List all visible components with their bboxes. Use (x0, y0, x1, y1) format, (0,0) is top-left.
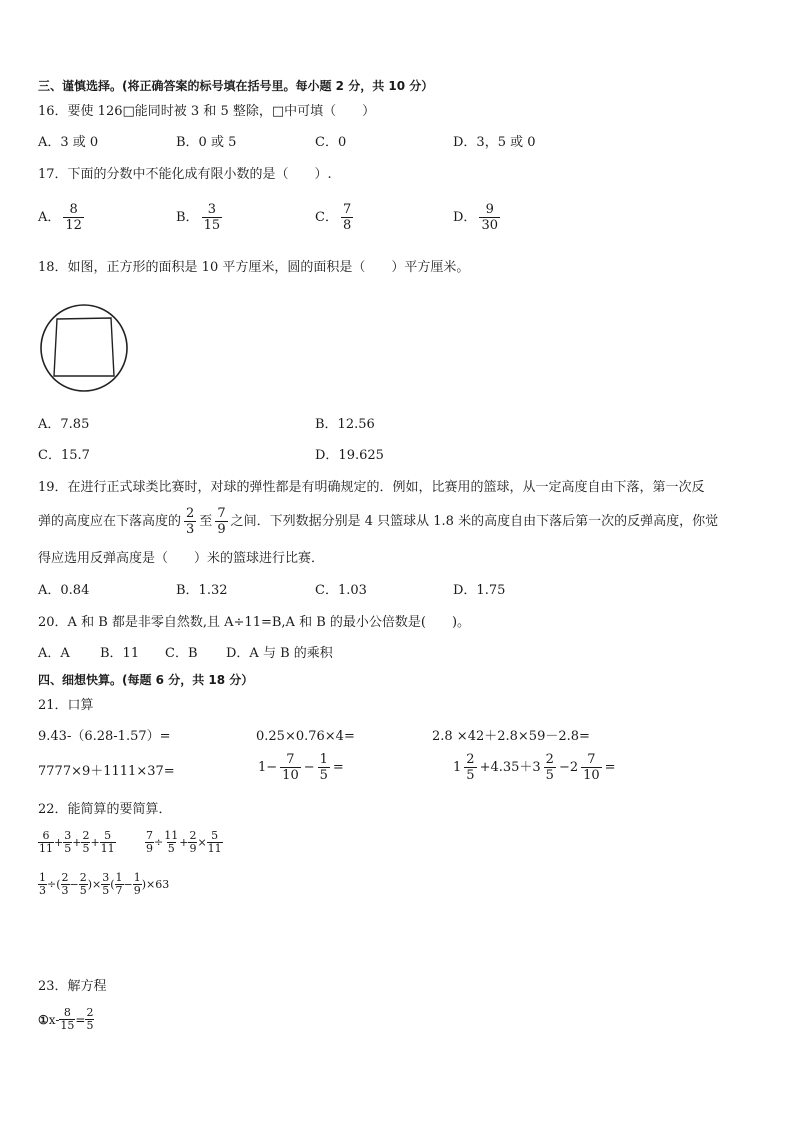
expr-text: 1− (258, 759, 278, 775)
operator: + (179, 835, 189, 849)
fraction: $\frac{5}{11}$ (100, 829, 115, 855)
operator: + (54, 835, 64, 849)
expr-text: = (604, 759, 616, 775)
option-label: C． (315, 209, 338, 225)
q18-option-c[interactable]: C．15.7 (38, 448, 90, 463)
q16-option-b[interactable]: B．0 或 5 (176, 135, 237, 150)
q18-option-b[interactable]: B．12.56 (315, 417, 375, 432)
q19-option-c[interactable]: C．1.03 (315, 583, 367, 598)
q20-option-c[interactable]: C．B (165, 646, 198, 661)
fraction: $\frac{11}{5}$ (164, 829, 179, 855)
operator: )× (87, 877, 102, 891)
option-label: B． (176, 209, 199, 225)
q17-option-d[interactable] (453, 202, 503, 233)
expr-text: 1 (453, 759, 462, 775)
fraction: $\frac{7}{9}$ (217, 506, 226, 537)
circle-square-figure (38, 302, 132, 394)
fraction: $\frac{3}{5}$ (102, 871, 110, 897)
section3-title: 三、谨慎选择。(将正确答案的标号填在括号里。每小题 2 分，共 10 分） (38, 79, 434, 93)
q23-title: 23．解方程 (38, 979, 107, 994)
q16-option-d[interactable]: D．3，5 或 0 (453, 135, 536, 150)
operator: )×63 (141, 877, 170, 891)
fraction: $\frac{7}{10}$ (583, 752, 600, 783)
operator: ÷( (47, 877, 61, 891)
q21-expr-2: 0.25×0.76×4= (256, 729, 355, 744)
expr-text: +4.35＋3 (479, 759, 541, 775)
fraction: $\frac{1}{5}$ (319, 752, 328, 783)
fraction: $\frac{2}{5}$ (86, 1006, 94, 1032)
q22-expr-1 (38, 830, 116, 855)
fraction: $\frac{2}{9}$ (189, 829, 197, 855)
q19-text: 之间．下列数据分别是 4 只篮球从 1.8 米的高度自由下落后第一次的反弹高度，你觉 (230, 513, 719, 529)
fraction: $\frac{7}{8}$ (342, 202, 352, 233)
expr-text: − (303, 759, 315, 775)
q17-option-a[interactable] (38, 202, 87, 233)
circled-number-1: ① (38, 1012, 49, 1027)
option-label: D． (453, 209, 477, 225)
operator: = (75, 1012, 86, 1027)
operator: ÷ (154, 835, 164, 849)
q16-stem: 16．要使 126□能同时被 3 和 5 整除，□中可填（ ） (38, 104, 376, 119)
expr-text: = (332, 759, 344, 775)
q23-equation (38, 1007, 94, 1032)
q21-title: 21．口算 (38, 698, 94, 713)
operator: × (197, 835, 207, 849)
q21-expr-6 (453, 752, 616, 783)
q18-option-d[interactable]: D．19.625 (315, 448, 384, 463)
q21-expr-1: 9.43-（6.28-1.57）= (38, 729, 171, 744)
q21-expr-5 (258, 752, 344, 783)
expr-text: −2 (558, 759, 579, 775)
operator: ( (110, 877, 115, 891)
q20-option-b[interactable]: B．11 (100, 646, 140, 661)
q20-option-d[interactable]: D．A 与 B 的乘积 (226, 646, 333, 661)
q17-option-c[interactable] (315, 202, 356, 233)
q18-stem: 18．如图，正方形的面积是 10 平方厘米，圆的面积是（ ）平方厘米。 (38, 260, 470, 275)
q18-option-a[interactable]: A．7.85 (38, 417, 90, 432)
square-shape (54, 318, 114, 376)
fraction: $\frac{8}{12}$ (65, 202, 82, 233)
fraction: $\frac{2}{5}$ (82, 829, 90, 855)
operator: + (72, 835, 82, 849)
fraction: $\frac{1}{7}$ (115, 871, 123, 897)
option-label: A． (38, 209, 61, 225)
q19-option-b[interactable]: B．1.32 (176, 583, 228, 598)
q22-expr-3 (38, 872, 169, 897)
q19-text: 弹的高度应在下落高度的 (38, 513, 182, 529)
fraction: $\frac{7}{10}$ (282, 752, 299, 783)
fraction: $\frac{5}{11}$ (207, 829, 222, 855)
fraction: $\frac{2}{5}$ (466, 752, 475, 783)
operator: − (69, 877, 79, 891)
section4-title: 四、细想快算。(每题 6 分，共 18 分） (38, 673, 254, 687)
q16-option-c[interactable]: C．0 (315, 135, 347, 150)
operator: − (123, 877, 133, 891)
expr-text: x- (48, 1012, 60, 1027)
q21-expr-4: 7777×9＋1111×37= (38, 764, 175, 779)
q17-option-b[interactable] (176, 202, 225, 233)
fraction: $\frac{2}{3}$ (186, 506, 195, 537)
q16-option-a[interactable]: A．3 或 0 (38, 135, 99, 150)
q22-expr-2 (145, 830, 223, 855)
fraction: $\frac{2}{5}$ (545, 752, 554, 783)
q19-line3: 得应选用反弹高度是（ ）米的篮球进行比赛． (38, 551, 325, 566)
q17-stem: 17．下面的分数中不能化成有限小数的是（ ）. (38, 167, 332, 182)
fraction: $\frac{1}{9}$ (133, 871, 141, 897)
q20-stem: 20．A 和 B 都是非零自然数,且 A÷11=B,A 和 B 的最小公倍数是( )。 (38, 615, 471, 630)
q19-option-a[interactable]: A．0.84 (38, 583, 90, 598)
fraction: $\frac{7}{9}$ (146, 829, 153, 855)
q20-option-a[interactable]: A．A (38, 646, 70, 661)
q19-line1: 19．在进行正式球类比赛时，对球的弹性都是有明确规定的．例如，比赛用的篮球，从一定高度自由下落，第一次反 (38, 480, 705, 495)
fraction: $\frac{8}{15}$ (60, 1006, 75, 1032)
q19-text: 至 (199, 513, 213, 529)
q19-line2 (38, 506, 718, 537)
q21-expr-3: 2.8 ×42＋2.8×59－2.8= (432, 729, 590, 744)
fraction: $\frac{3}{5}$ (64, 829, 72, 855)
operator: + (90, 835, 100, 849)
fraction: $\frac{2}{5}$ (79, 871, 87, 897)
fraction: $\frac{9}{30}$ (481, 202, 498, 233)
fraction: $\frac{1}{3}$ (39, 871, 46, 897)
fraction: $\frac{6}{11}$ (39, 829, 53, 855)
q19-option-d[interactable]: D．1.75 (453, 583, 506, 598)
fraction: $\frac{2}{3}$ (61, 871, 69, 897)
q22-title: 22．能简算的要简算． (38, 802, 172, 817)
fraction: $\frac{3}{15}$ (203, 202, 221, 233)
